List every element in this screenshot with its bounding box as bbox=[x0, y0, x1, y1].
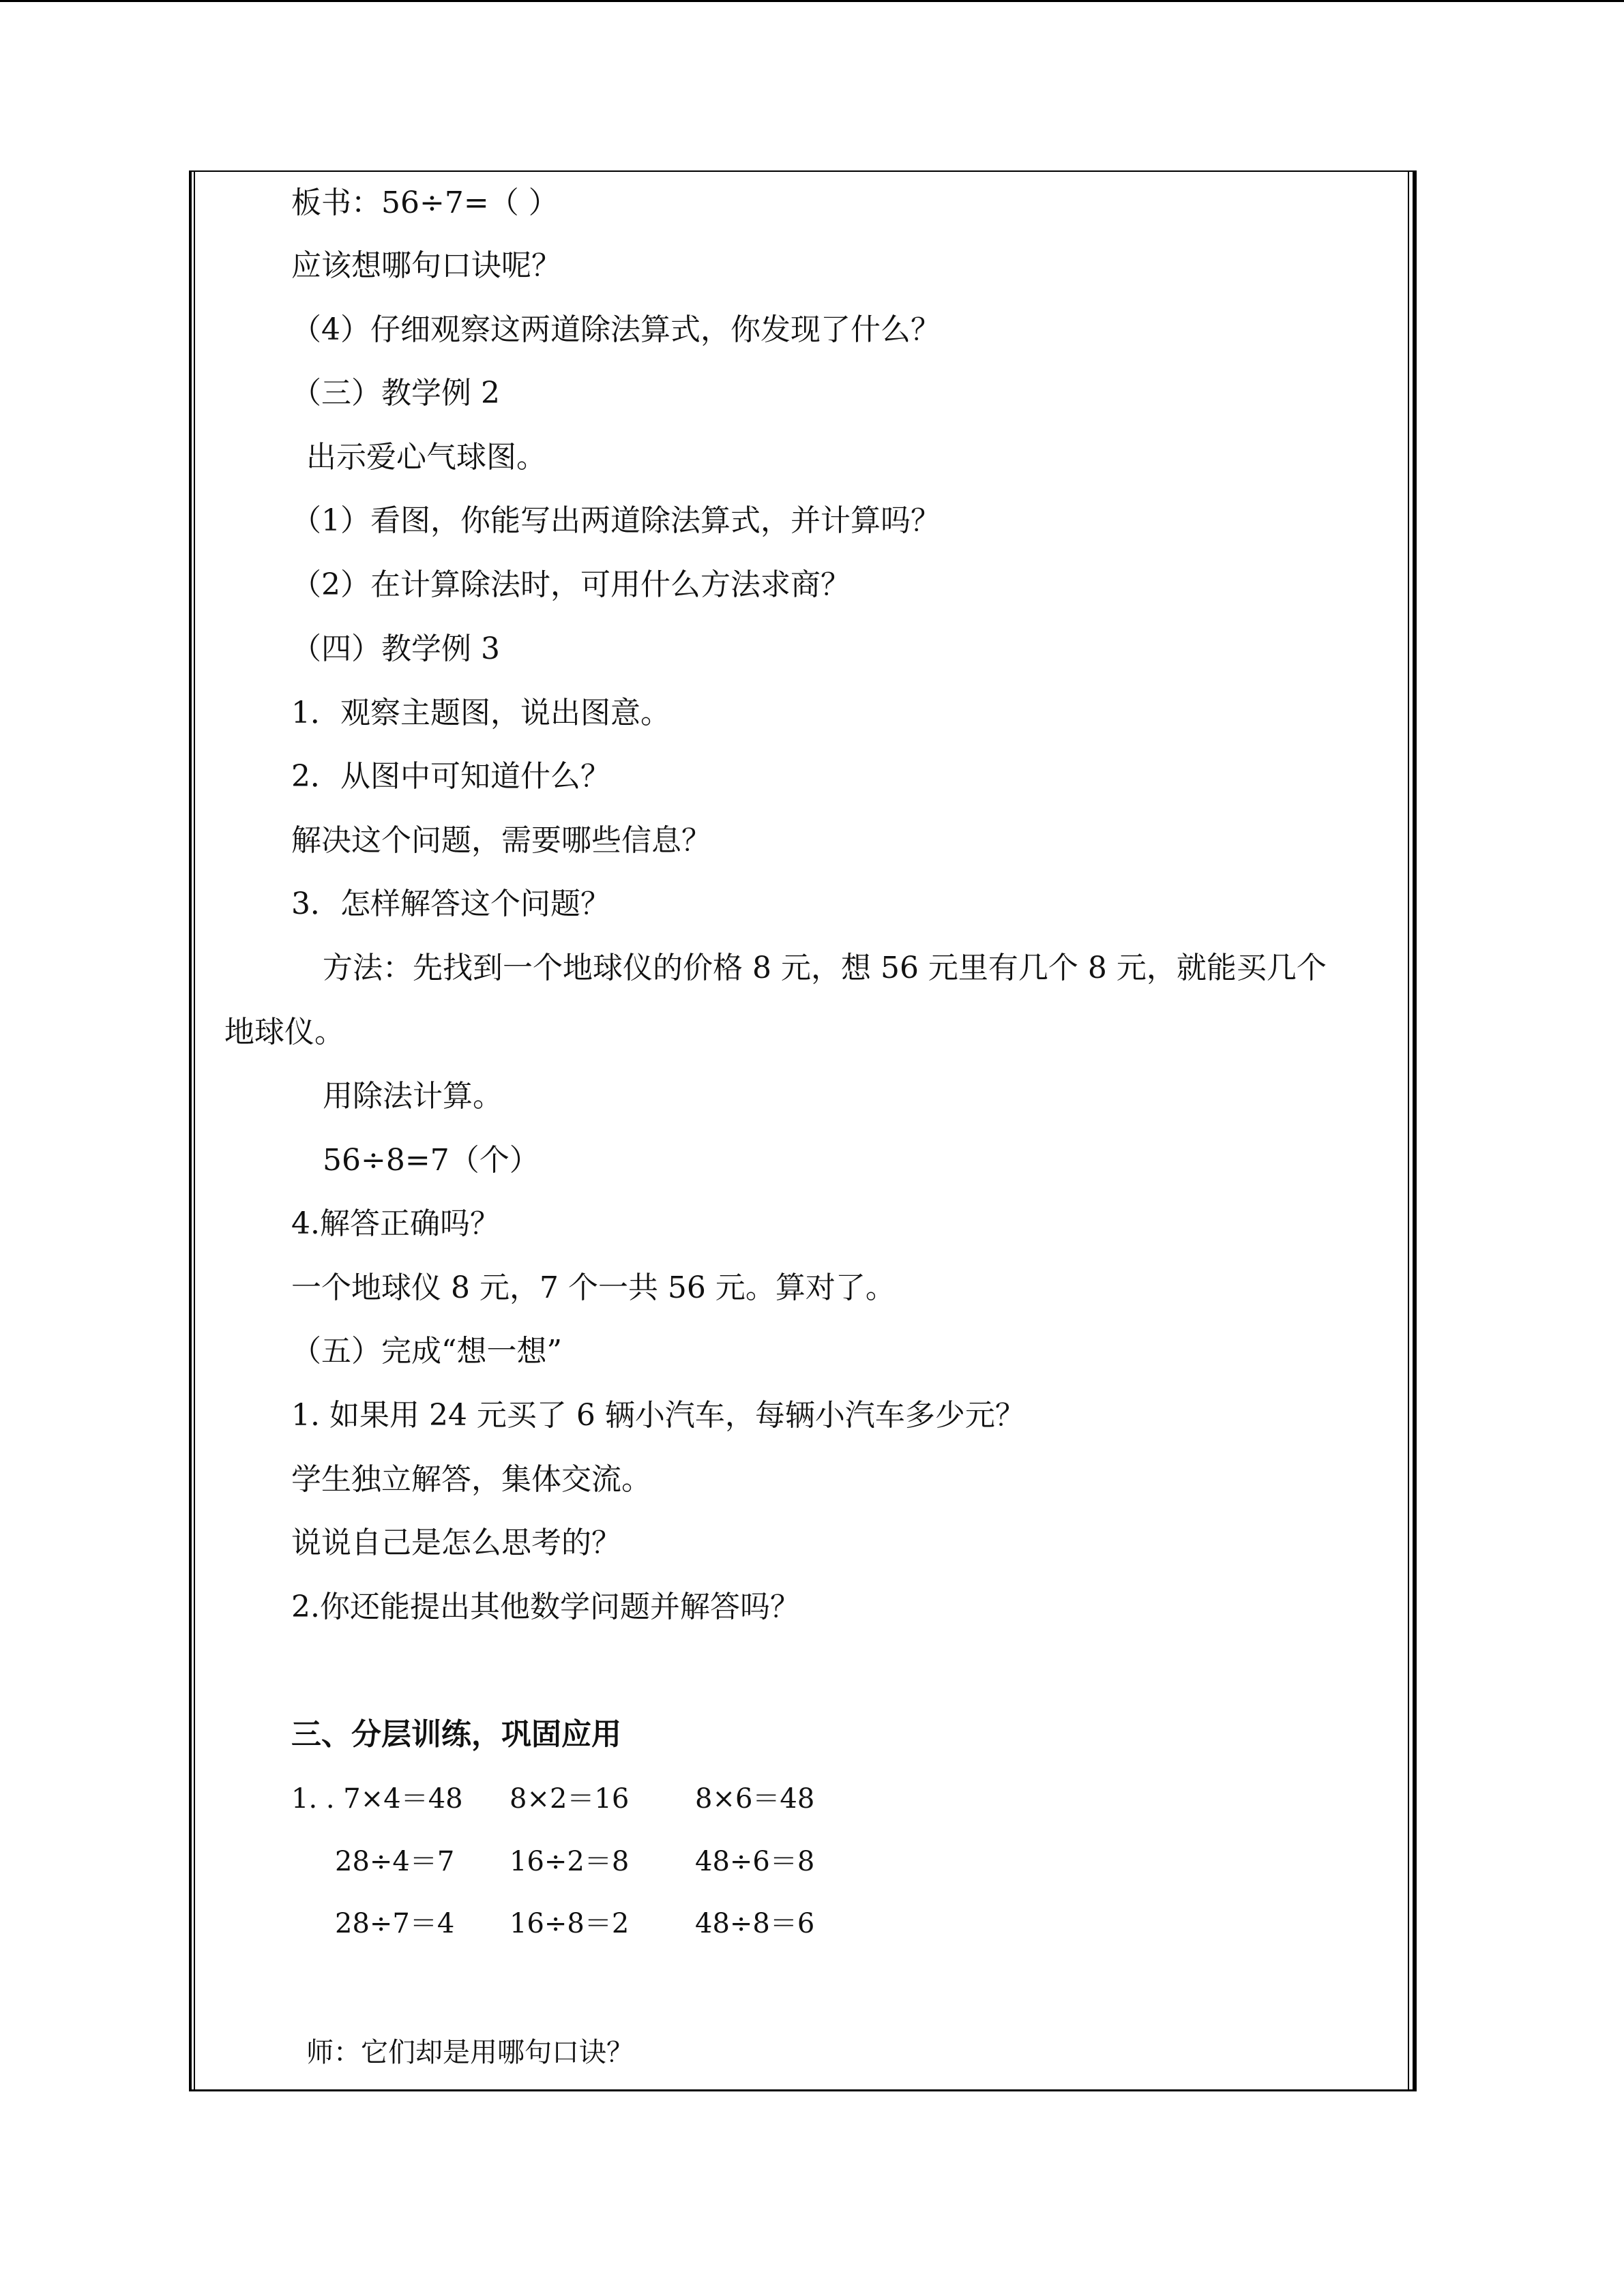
text-line: 1．观察主题图，说出图意。 bbox=[291, 696, 670, 730]
text-line: 板书：56÷7=（ ） bbox=[291, 185, 559, 220]
text-line: 56÷8=7（个） bbox=[323, 1143, 540, 1178]
page-top-rule bbox=[0, 0, 1624, 2]
section-heading: 三、分层训练，巩固应用 bbox=[291, 1717, 621, 1752]
text-line: 用除法计算。 bbox=[323, 1079, 503, 1114]
text-line: 4.解答正确吗？ bbox=[291, 1206, 500, 1241]
text-line: （四）教学例 3 bbox=[291, 631, 500, 666]
equation: 16÷2＝8 bbox=[510, 1846, 630, 1877]
text-line: 解决这个问题，需要哪些信息？ bbox=[291, 823, 711, 858]
equation: 28÷7＝4 bbox=[335, 1908, 455, 1939]
text-line: 地球仪。 bbox=[224, 1015, 344, 1049]
left-border bbox=[189, 172, 195, 2089]
equation: 48÷8＝6 bbox=[695, 1908, 815, 1939]
lesson-table-cell bbox=[189, 170, 1417, 2091]
text-line: 1. 如果用 24 元买了 6 辆小汽车，每辆小汽车多少元？ bbox=[291, 1398, 1025, 1433]
text-line: 说说自己是怎么思考的？ bbox=[291, 1525, 621, 1560]
right-border bbox=[1408, 172, 1417, 2089]
equation: 8×2＝16 bbox=[510, 1783, 630, 1815]
teacher-question: 师：它们却是用哪句口诀？ bbox=[306, 2037, 634, 2068]
text-line: （1）看图，你能写出两道除法算式，并计算吗？ bbox=[291, 503, 941, 538]
text-line: 应该想哪句口诀呢？ bbox=[291, 248, 561, 283]
text-line: （三）教学例 2 bbox=[291, 376, 500, 411]
text-line: （4）仔细观察这两道除法算式，你发现了什么？ bbox=[291, 312, 941, 347]
equation: 1. . 7×4＝48 bbox=[291, 1783, 463, 1815]
text-line: 2.你还能提出其他数学问题并解答吗？ bbox=[291, 1590, 800, 1624]
equation: 28÷4＝7 bbox=[335, 1846, 455, 1877]
text-line: 3．怎样解答这个问题？ bbox=[291, 886, 610, 921]
text-line: 学生独立解答，集体交流。 bbox=[291, 1462, 651, 1497]
equation: 16÷8＝2 bbox=[510, 1908, 630, 1939]
equation: 48÷6＝8 bbox=[695, 1846, 815, 1877]
text-line: 一个地球仪 8 元，7 个一共 56 元。算对了。 bbox=[291, 1270, 896, 1305]
equation: 8×6＝48 bbox=[695, 1783, 815, 1815]
text-line: （2）在计算除法时，可用什么方法求商？ bbox=[291, 567, 851, 602]
text-line: 方法：先找到一个地球仪的价格 8 元，想 56 元里有几个 8 元，就能买几个 bbox=[323, 951, 1327, 985]
text-line: （五）完成“想一想” bbox=[291, 1334, 562, 1369]
text-line: 出示爱心气球图。 bbox=[306, 440, 546, 475]
text-line: 2．从图中可知道什么？ bbox=[291, 759, 610, 794]
